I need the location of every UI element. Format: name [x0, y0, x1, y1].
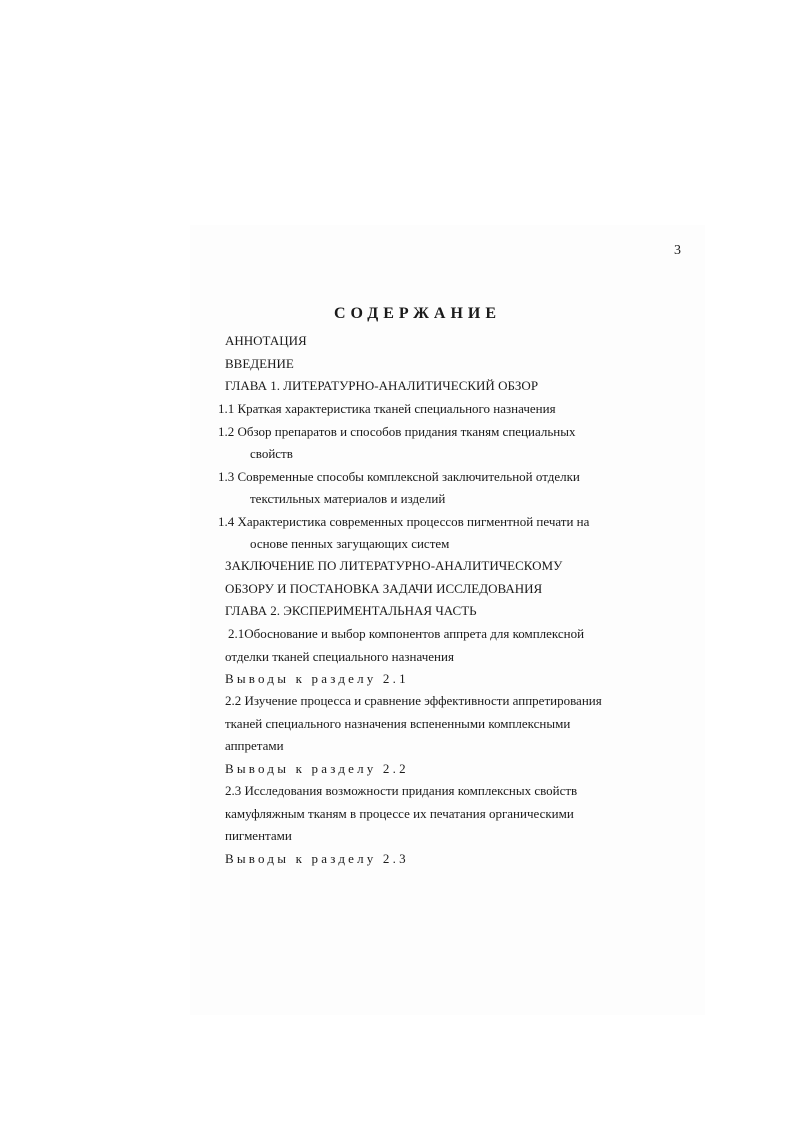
toc-entry: ГЛАВА 2. ЭКСПЕРИМЕНТАЛЬНАЯ ЧАСТЬ: [225, 603, 477, 618]
toc-entry: 1.1 Краткая характеристика тканей специального назначения: [218, 401, 556, 416]
toc-entry: 2.1Обоснование и выбор компонентов аппрета для комплексной: [228, 626, 585, 641]
toc-entry: пигментами: [225, 828, 292, 843]
toc-entry: АННОТАЦИЯ: [225, 333, 307, 348]
toc-entry: 2.3 Исследования возможности придания комплексных свойств: [225, 783, 578, 798]
toc-entry: тканей специального назначения вспененными комплексными: [225, 716, 571, 731]
toc-entry: 1.3 Современные способы комплексной заключительной отделки: [218, 469, 580, 484]
toc-entry-conclusions: Выводы к разделу 2.3: [225, 851, 409, 866]
toc-entry: ЗАКЛЮЧЕНИЕ ПО ЛИТЕРАТУРНО-АНАЛИТИЧЕСКОМУ: [225, 558, 563, 573]
toc-entry: ГЛАВА 1. ЛИТЕРАТУРНО-АНАЛИТИЧЕСКИЙ ОБЗОР: [225, 378, 539, 393]
toc-entry-conclusions: Выводы к разделу 2.1: [225, 671, 409, 686]
toc-entry: ВВЕДЕНИЕ: [225, 356, 294, 371]
toc-entry: свойств: [250, 446, 293, 461]
page-title: СОДЕРЖАНИЕ: [333, 305, 502, 322]
toc-entry: 1.2 Обзор препаратов и способов придания тканям специальных: [218, 424, 576, 439]
toc-entry: основе пенных загущающих систем: [250, 536, 450, 551]
toc-entry: отделки тканей специального назначения: [225, 649, 454, 664]
toc-entry: камуфляжным тканям в процессе их печатания органическими: [225, 806, 574, 821]
page-number: 3: [674, 243, 681, 258]
toc-entry: 2.2 Изучение процесса и сравнение эффективности аппретирования: [225, 693, 602, 708]
toc-entry-conclusions: Выводы к разделу 2.2: [225, 761, 409, 776]
toc-entry: ОБЗОРУ И ПОСТАНОВКА ЗАДАЧИ ИССЛЕДОВАНИЯ: [225, 581, 543, 596]
toc-entry: аппретами: [225, 738, 284, 753]
toc-entry: 1.4 Характеристика современных процессов пигментной печати на: [218, 514, 590, 529]
toc-entry: текстильных материалов и изделий: [250, 491, 446, 506]
